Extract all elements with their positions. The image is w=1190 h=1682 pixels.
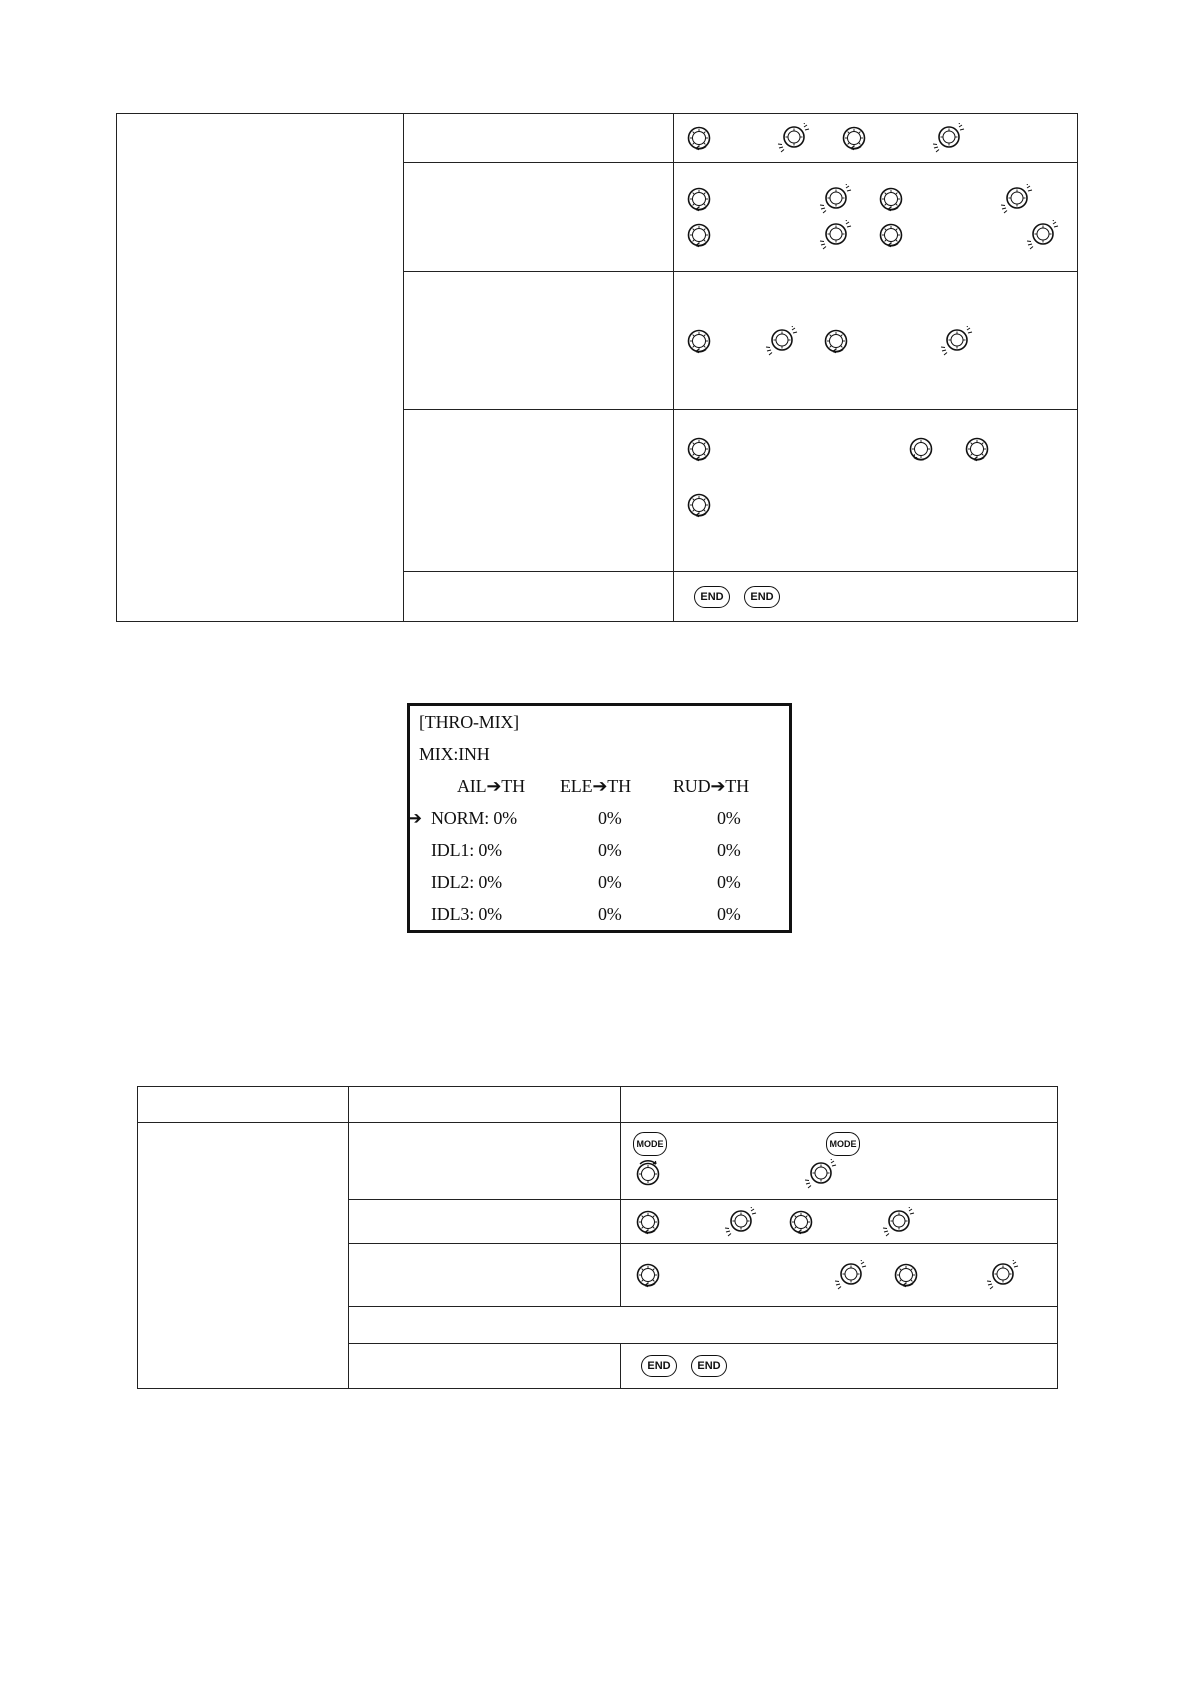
lcd-title: [THRO-MIX] <box>419 712 519 732</box>
dial-rotate-icon <box>686 222 712 248</box>
end-button[interactable]: END <box>744 586 780 608</box>
bottom-table-note-cell <box>349 1307 1058 1344</box>
lcd-row: IDL3: 0% <box>431 904 502 924</box>
top-table-step-cell <box>404 572 674 622</box>
bottom-table-operation-cell <box>621 1244 1058 1307</box>
lcd-cell: 0% <box>598 872 622 892</box>
top-table-step-cell <box>404 410 674 572</box>
top-table-function-cell <box>117 114 404 622</box>
lcd-cell: 0% <box>717 808 741 828</box>
lcd-row: NORM: 0% <box>431 808 517 828</box>
arrow-right-icon: ➔ <box>486 776 502 796</box>
dial-rotate-icon <box>686 125 712 151</box>
lcd-cell: 0% <box>717 872 741 892</box>
top-table-operation-cell <box>674 272 1078 410</box>
bottom-table-header-cell <box>138 1087 349 1123</box>
bottom-table-step-cell <box>349 1200 621 1244</box>
dial-press-icon <box>776 123 810 153</box>
dial-rotate-icon <box>635 1159 661 1187</box>
cursor-arrow-icon: ➔ <box>407 808 422 828</box>
dial-press-icon <box>881 1207 915 1237</box>
lcd-column-header-ail: AIL➔TH <box>457 776 525 796</box>
end-button[interactable]: END <box>691 1355 727 1377</box>
dial-press-icon <box>985 1260 1019 1290</box>
top-procedure-table <box>116 113 1078 622</box>
lcd-cell: 0% <box>598 904 622 924</box>
bottom-table-step-cell <box>349 1344 621 1389</box>
thro-mix-lcd-screen <box>407 703 792 933</box>
top-table-operation-cell <box>674 410 1078 572</box>
dial-press-icon <box>931 123 965 153</box>
end-button[interactable]: END <box>641 1355 677 1377</box>
top-table-step-cell <box>404 163 674 272</box>
dial-rotate-icon <box>964 436 990 462</box>
dial-press-icon <box>939 326 973 356</box>
top-table-step-cell <box>404 272 674 410</box>
top-table-operation-cell <box>674 163 1078 272</box>
bottom-table-function-cell <box>138 1123 349 1389</box>
bottom-table-header-cell <box>349 1087 621 1123</box>
bottom-table-operation-cell <box>621 1344 1058 1389</box>
dial-press-icon <box>833 1260 867 1290</box>
bottom-table-step-cell <box>349 1244 621 1307</box>
dial-rotate-icon <box>788 1209 814 1235</box>
dial-press-icon <box>818 220 852 250</box>
dial-rotate-ccw-icon <box>908 436 934 462</box>
dial-rotate-icon <box>878 186 904 212</box>
lcd-column-header-ele: ELE➔TH <box>560 776 631 796</box>
arrow-right-icon: ➔ <box>592 776 608 796</box>
dial-rotate-icon <box>686 492 712 518</box>
dial-press-icon <box>723 1207 757 1237</box>
lcd-column-header-rud: RUD➔TH <box>673 776 749 796</box>
lcd-cell: 0% <box>598 808 622 828</box>
lcd-row: IDL2: 0% <box>431 872 502 892</box>
bottom-table-operation-cell <box>621 1123 1058 1200</box>
dial-press-icon <box>999 184 1033 214</box>
arrow-right-icon: ➔ <box>710 776 726 796</box>
dial-rotate-icon <box>878 222 904 248</box>
dial-rotate-icon <box>635 1262 661 1288</box>
mode-button[interactable]: MODE <box>633 1132 667 1156</box>
mode-button[interactable]: MODE <box>826 1132 860 1156</box>
dial-rotate-icon <box>823 328 849 354</box>
dial-rotate-icon <box>686 436 712 462</box>
dial-rotate-icon <box>893 1262 919 1288</box>
dial-press-icon <box>764 326 798 356</box>
end-button[interactable]: END <box>694 586 730 608</box>
dial-press-icon <box>1025 220 1059 250</box>
lcd-mix-state: MIX:INH <box>419 744 490 764</box>
bottom-table-step-cell <box>349 1123 621 1200</box>
top-table-operation-cell <box>674 114 1078 163</box>
lcd-cell: 0% <box>598 840 622 860</box>
dial-rotate-icon <box>686 328 712 354</box>
lcd-row-cursor <box>407 808 422 829</box>
lcd-cell: 0% <box>717 904 741 924</box>
lcd-cell: 0% <box>717 840 741 860</box>
dial-rotate-icon <box>635 1209 661 1235</box>
top-table-step-cell <box>404 114 674 163</box>
bottom-procedure-table <box>137 1086 1058 1389</box>
bottom-table-header-cell <box>621 1087 1058 1123</box>
bottom-table-operation-cell <box>621 1200 1058 1244</box>
dial-press-icon <box>818 184 852 214</box>
dial-rotate-icon <box>841 125 867 151</box>
lcd-row: IDL1: 0% <box>431 840 502 860</box>
top-table-operation-cell <box>674 572 1078 622</box>
dial-press-icon <box>803 1159 837 1189</box>
dial-rotate-icon <box>686 186 712 212</box>
